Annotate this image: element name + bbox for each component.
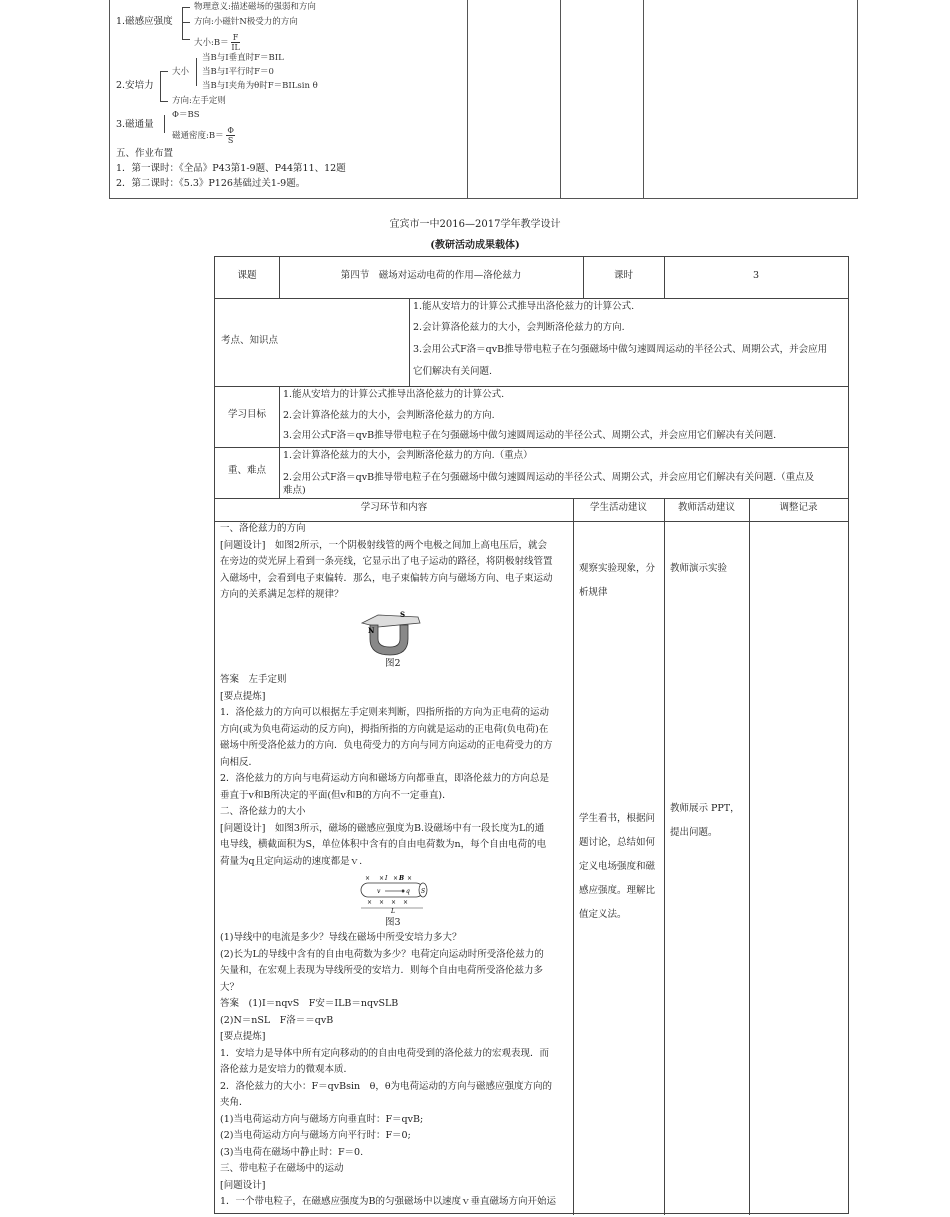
student-activity-line: 题讨论，总结如何	[579, 837, 656, 848]
flux-item: Φ＝BS	[172, 110, 200, 120]
col-divider	[643, 0, 644, 198]
key-point-item: 1.会计算洛伦兹力的大小，会判断洛伦兹力的方向.（重点）	[283, 450, 533, 461]
flux-density-label: 磁通密度:B＝	[172, 131, 224, 141]
knowledge-label: 考点、知识点	[221, 335, 279, 346]
brace-tick	[182, 39, 190, 40]
student-activity-line: 析规律	[579, 587, 608, 598]
current-label: I	[385, 875, 388, 882]
charge-label: q	[406, 888, 410, 895]
mag-fraction	[231, 33, 239, 52]
knowledge-item: 1.能从安培力的计算公式推导出洛伦兹力的计算公式.	[413, 301, 635, 312]
svg-text:×: ×	[391, 899, 397, 906]
col-line	[573, 498, 574, 1215]
cathode-ray-tube-figure	[350, 605, 430, 657]
amp-title: 2.安培力	[116, 80, 154, 91]
col-divider	[467, 0, 468, 198]
flux-title: 3.磁通量	[116, 119, 154, 130]
content-section-1	[220, 521, 573, 604]
content-line: (1)当电荷运动方向与磁场方向垂直时：F＝qvB;	[220, 1113, 424, 1125]
content-line: [问题设计]	[220, 1179, 266, 1191]
col-line	[664, 498, 665, 1215]
col-header: 调整记录	[779, 502, 818, 513]
south-pole-label: S	[400, 610, 406, 619]
col-divider	[560, 0, 561, 198]
document-title: 宜宾市一中2016—2017学年教学设计	[389, 219, 561, 230]
brace-tick	[160, 101, 168, 102]
amp-item: 当B与I垂直时F＝BIL	[202, 53, 284, 63]
content-line: 2．洛伦兹力的大小：F＝qvBsin θ，θ为电荷运动的方向与磁感应强度方向的	[220, 1080, 553, 1092]
content-line: 三、带电粒子在磁场中的运动	[220, 1163, 344, 1174]
figure-3-caption: 图3	[385, 917, 401, 928]
hours-value: 3	[752, 270, 760, 281]
mag-size-label: 大小:B＝	[194, 38, 229, 48]
mag-title: 1.磁感应强度	[116, 16, 173, 27]
col-header: 教师活动建议	[677, 502, 735, 513]
brace	[182, 7, 183, 39]
content-line: 二、洛伦兹力的大小	[220, 806, 306, 817]
content-line: 答案 左手定则	[220, 674, 287, 685]
row-line	[215, 386, 848, 387]
content-line: [要点提炼]	[220, 690, 266, 702]
content-line: (1)导线中的电流是多少？导线在磁场中所受安培力多大？	[220, 932, 462, 943]
student-activity-line: 学生看书，根据问	[579, 813, 656, 824]
mag-item: 方向:小磁针N极受力的方向	[194, 17, 298, 27]
teacher-activity-2	[670, 797, 740, 845]
content-line: 荷量为q且定向运动的速度都是ｖ.	[220, 855, 363, 867]
teacher-activity-1: 教师演示实验	[670, 563, 728, 574]
north-pole-label: N	[368, 626, 375, 635]
student-activity-line: 观察实验现象，分	[579, 563, 656, 574]
content-line: 夹角．	[220, 1097, 249, 1108]
student-activity-line: 定义电场强度和磁	[579, 861, 656, 872]
col-line	[749, 498, 750, 1215]
col-header: 学习环节和内容	[360, 502, 428, 513]
current-wire-figure	[355, 873, 435, 913]
document-subtitle: (教研活动成果载体)	[430, 240, 520, 251]
content-line: [要点提炼]	[220, 1031, 266, 1042]
content-line: 1．安培力是导体中所有定向移动的的自由电荷受到的洛伦兹力的宏观表现．而	[220, 1047, 550, 1059]
row-line	[215, 298, 848, 299]
mag-item: 物理意义:描述磁场的强弱和方向	[194, 2, 316, 12]
hours-label: 课时	[613, 270, 633, 281]
brace-tick	[160, 71, 168, 72]
content-line: 在旁边的荧光屏上看到一条亮线，它显示出了电子运动的路径，将阴极射线管置	[220, 556, 553, 567]
content-line: 1．一个带电粒子，在磁感应强度为B的匀强磁场中以速度ｖ垂直磁场方向开始运	[220, 1196, 557, 1207]
topic-title: 第四节 磁场对运动电荷的作用—洛伦兹力	[340, 270, 522, 281]
content-line: 一、洛伦兹力的方向	[220, 523, 306, 534]
content-line: 2．洛伦兹力的方向与电荷运动方向和磁场方向都垂直，即洛伦兹力的方向总是	[220, 773, 550, 784]
objective-item: 1.能从安培力的计算公式推导出洛伦兹力的计算公式.	[283, 389, 505, 400]
knowledge-item: 它们解决有关问题.	[413, 366, 493, 377]
frac-den: S	[227, 136, 234, 145]
content-line: 入磁场中，会看到电子束偏转．那么，电子束偏转方向与磁场方向、电子束运动	[220, 572, 553, 584]
brace-tick	[182, 22, 190, 23]
homework-item: 2．第二课时：《5.3》P126基础过关1-9题。	[116, 178, 306, 189]
content-line: 方向的关系满足怎样的规律？	[220, 589, 344, 600]
col-line	[279, 386, 280, 498]
content-line: 洛伦兹力是安培力的微观本质．	[220, 1064, 354, 1075]
brace	[164, 115, 165, 133]
svg-text:×: ×	[365, 875, 371, 882]
homework-item: 1．第一课时：《全品》P43第1-9题、P44第11、12题	[116, 163, 346, 174]
student-activity-line: 值定义法。	[579, 909, 627, 920]
content-line: 垂直于v和B所决定的平面(但v和B的方向不一定垂直)．	[220, 789, 452, 801]
objectives-label: 学习目标	[227, 409, 266, 420]
content-line: 方向(或为负电荷运动的反方向)，拇指所指的方向就是运动的正电荷(负电荷)在	[220, 723, 549, 735]
content-section-2	[220, 672, 573, 870]
mag-item	[194, 33, 240, 52]
content-line: (2)N＝nSL F洛＝＝qvB	[220, 1014, 334, 1026]
teacher-activity-line: 教师展示 PPT，	[670, 803, 740, 814]
frac-num: F	[232, 33, 239, 42]
content-line: (3)当电荷在磁场中静止时：F＝0.	[220, 1146, 364, 1158]
topic-label: 课题	[237, 270, 257, 281]
content-line: 大？	[220, 981, 240, 993]
key-point-item: 2.会用公式F洛＝qvB推导带电粒子在匀强磁场中做匀速圆周运动的半径公式、周期公式，并会应用它们解决有关问题.（重点及	[283, 472, 815, 483]
col-header: 学生活动建议	[589, 502, 647, 513]
content-line: (2)长为L的导线中含有的自由电荷数为多少？电荷定向运动时所受洛伦兹力的	[220, 948, 544, 960]
student-activity-line: 感应强度。理解比	[579, 885, 656, 896]
content-line: 向相反．	[220, 756, 259, 768]
lesson-design-table	[214, 256, 849, 1214]
content-line: [问题设计] 如图3所示，磁场的磁感应强度为B.设磁场中有一段长度为L的通	[220, 822, 545, 834]
content-line: [问题设计] 如图2所示，一个阴极射线管的两个电极之间加上高电压后，就会	[220, 539, 547, 551]
objective-item: 2.会计算洛伦兹力的大小，会判断洛伦兹力的方向.	[283, 410, 495, 421]
amp-direction: 方向:左手定则	[172, 96, 226, 106]
content-line: (2)当电荷运动方向与磁场方向平行时：F＝0;	[220, 1130, 411, 1141]
svg-text:×: ×	[379, 899, 385, 906]
col-line	[409, 298, 410, 386]
brace	[160, 71, 161, 101]
svg-text:×: ×	[379, 875, 385, 882]
figure-2-caption: 图2	[385, 658, 401, 669]
svg-text:×: ×	[367, 899, 373, 906]
row-line	[215, 447, 848, 448]
svg-text:×: ×	[403, 899, 409, 906]
flux-item	[172, 126, 235, 145]
knowledge-item: 3.会用公式F洛＝qvB推导带电粒子在匀强磁场中做匀速圆周运动的半径公式、周期公式，并会应用	[413, 344, 828, 355]
knowledge-item: 2.会计算洛伦兹力的大小，会判断洛伦兹力的方向.	[413, 322, 625, 333]
key-point-item: 难点)	[283, 485, 306, 496]
homework-title: 五、作业布置	[116, 148, 174, 159]
amp-item: 当B与I平行时F＝0	[202, 67, 274, 77]
velocity-label: v	[377, 888, 381, 895]
cross-section-label: S	[421, 888, 426, 895]
frac-num: Φ	[227, 126, 234, 135]
teacher-activity-line: 提出问题。	[670, 827, 718, 838]
content-line: 答案 (1)I＝nqvS F安＝ILB＝nqvSLB	[220, 998, 399, 1009]
amp-size: 大小	[172, 67, 190, 77]
length-label: L	[391, 908, 395, 913]
previous-page-table	[109, 0, 858, 199]
brace-tick	[182, 7, 190, 8]
brace	[196, 58, 197, 86]
content-line: 磁场中所受洛伦兹力的方向．负电荷受力的方向与同方向运动的正电荷受力的方	[220, 740, 553, 751]
row-line	[215, 498, 848, 499]
content-line: 电导线，横截面积为S，单位体积中含有的自由电荷数为n，每个自由电荷的电	[220, 839, 547, 850]
student-activity-1	[579, 557, 655, 605]
amp-item: 当B与I夹角为θ时F＝BILsin θ	[202, 81, 318, 91]
flux-fraction	[226, 126, 235, 145]
svg-text:×: ×	[393, 875, 399, 882]
key-points-label: 重、难点	[227, 465, 266, 476]
objective-item: 3.会用公式F洛＝qvB推导带电粒子在匀强磁场中做匀速圆周运动的半径公式、周期公式，并会应用它们解决有关问题.	[283, 430, 777, 441]
frac-den: IL	[231, 43, 240, 52]
content-line: 1．洛伦兹力的方向可以根据左手定则来判断，四指所指的方向为正电荷的运动	[220, 707, 550, 718]
content-section-3	[220, 930, 573, 1211]
field-label: B	[399, 875, 405, 882]
student-activity-2	[579, 807, 655, 927]
content-line: 矢量和，在宏观上表现为导线所受的安培力．则每个自由电荷所受洛伦兹力多	[220, 965, 544, 976]
svg-text:×: ×	[407, 875, 413, 882]
